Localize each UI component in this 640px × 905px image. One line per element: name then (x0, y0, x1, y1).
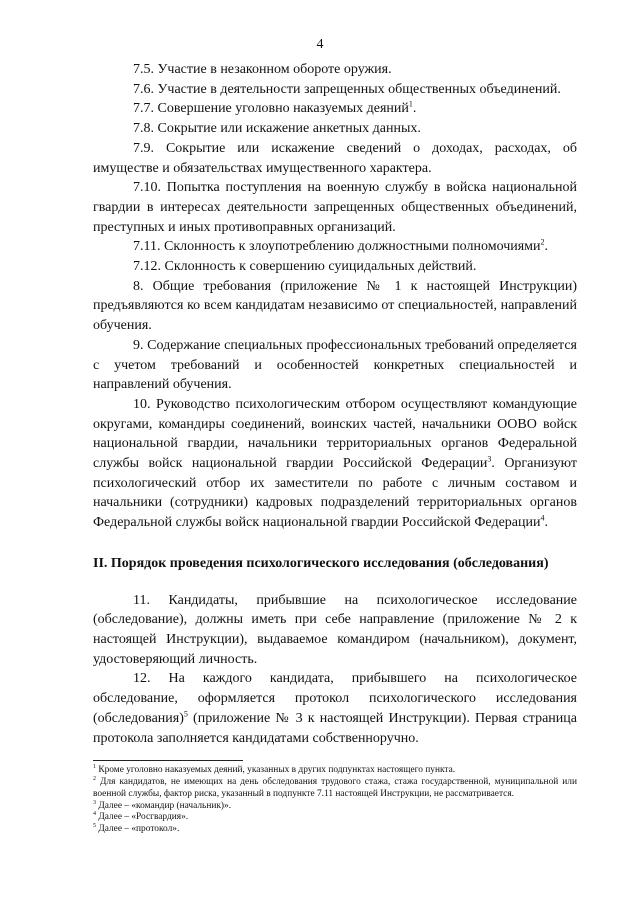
paragraph-7-7: 7.7. Совершение уголовно наказуемых деяний$^1$. (133, 99, 417, 117)
paragraph-7-8: 7.8. Сокрытие или искажение анкетных данных. (133, 121, 421, 137)
document-body (93, 60, 577, 836)
paragraph-8: 8. Общие требования (приложение № 1 к настоящей Инструкции) предъявляются ко всем кандидатам независимо от специальностей, направлений обучения. (93, 278, 577, 334)
paragraph-7-9: 7.9. Сокрытие или искажение сведений о доходах, расходах, об имуществе и обязательствах имущественного характера. (93, 140, 577, 176)
paragraph-7-12: 7.12. Склонность к совершению суицидальных действий. (133, 259, 477, 275)
paragraph-12: 12. На каждого кандидата, прибывшего на психологическое обследование, оформляется протокол психологического исследования (обследования)$^5$ (приложение № 3 к настоящей Инструкции). Первая страница протокола заполняется кандидатами собственноручно. (93, 671, 577, 746)
paragraph-10: 10. Руководство психологическим отбором осуществляют командующие округами, командиры соединений, воинских частей, начальники ООВО войск национальной гвардии, начальники территориальных органов Федеральной службы войск национальной гвардии Российской Федерации$^3$. Организуют психологический отбор их заместители по работе с личным составом и начальники (сотрудники) кадровых подразделений территориальных органов Федеральной службы войск национальной гвардии Российской Федерации$^4$. (93, 396, 577, 531)
page-number: 4 (316, 37, 324, 52)
footnote-ref-3: 3 (487, 454, 492, 464)
section-heading: II. Порядок проведения психологического исследования (обследования) (93, 555, 549, 571)
footnote-5: $^5$ Далее – «протокол». (93, 823, 180, 835)
paragraph-9: 9. Содержание специальных профессиональных требований определяется с учетом требований и особенностей конкретных специальностей и направлений обучения. (93, 337, 577, 393)
footnote-divider (93, 760, 243, 761)
paragraph-7-11: 7.11. Склонность к злоупотреблению должностными полномочиями$^2$. (133, 237, 549, 255)
footnote-ref-5: 5 (183, 709, 188, 719)
paragraph-7-5: 7.5. Участие в незаконном обороте оружия. (133, 62, 392, 77)
footnote-4: $^4$ Далее – «Росгвардия». (93, 811, 189, 823)
paragraph-7-10: 7.10. Попытка поступления на военную службу в войска национальной гвардии в интересах деятельности запрещенных общественных объединений, преступных и иных противоправных организаций. (93, 180, 577, 235)
footnote-2: $^2$ Для кандидатов, не имеющих на день обследования трудового стажа, стажа государственной, муниципальной или военной службы, фактор риска, указанный в подпункте 7.11 настоящей Инструкции, не рассматривается. (93, 775, 577, 799)
footnote-ref-4: 4 (540, 513, 545, 523)
footnotes (93, 765, 577, 836)
footnote-ref-1: 1 (408, 99, 413, 109)
paragraph-11: 11. Кандидаты, прибывшие на психологическое исследование (обследование), должны иметь при себе направление (приложение № 2 к настоящей Инструкции), выдаваемое командиром (начальником), документ, удостоверяющий личность. (93, 592, 577, 667)
footnote-3: $^3$ Далее – «командир (начальник)». (93, 799, 232, 811)
paragraph-7-6: 7.6. Участие в деятельности запрещенных общественных объединений. (133, 81, 561, 97)
footnote-ref-2: 2 (540, 237, 545, 247)
footnote-1: $^1$ Кроме уголовно наказуемых деяний, указанных в других подпунктах настоящего пункта. (93, 764, 456, 776)
